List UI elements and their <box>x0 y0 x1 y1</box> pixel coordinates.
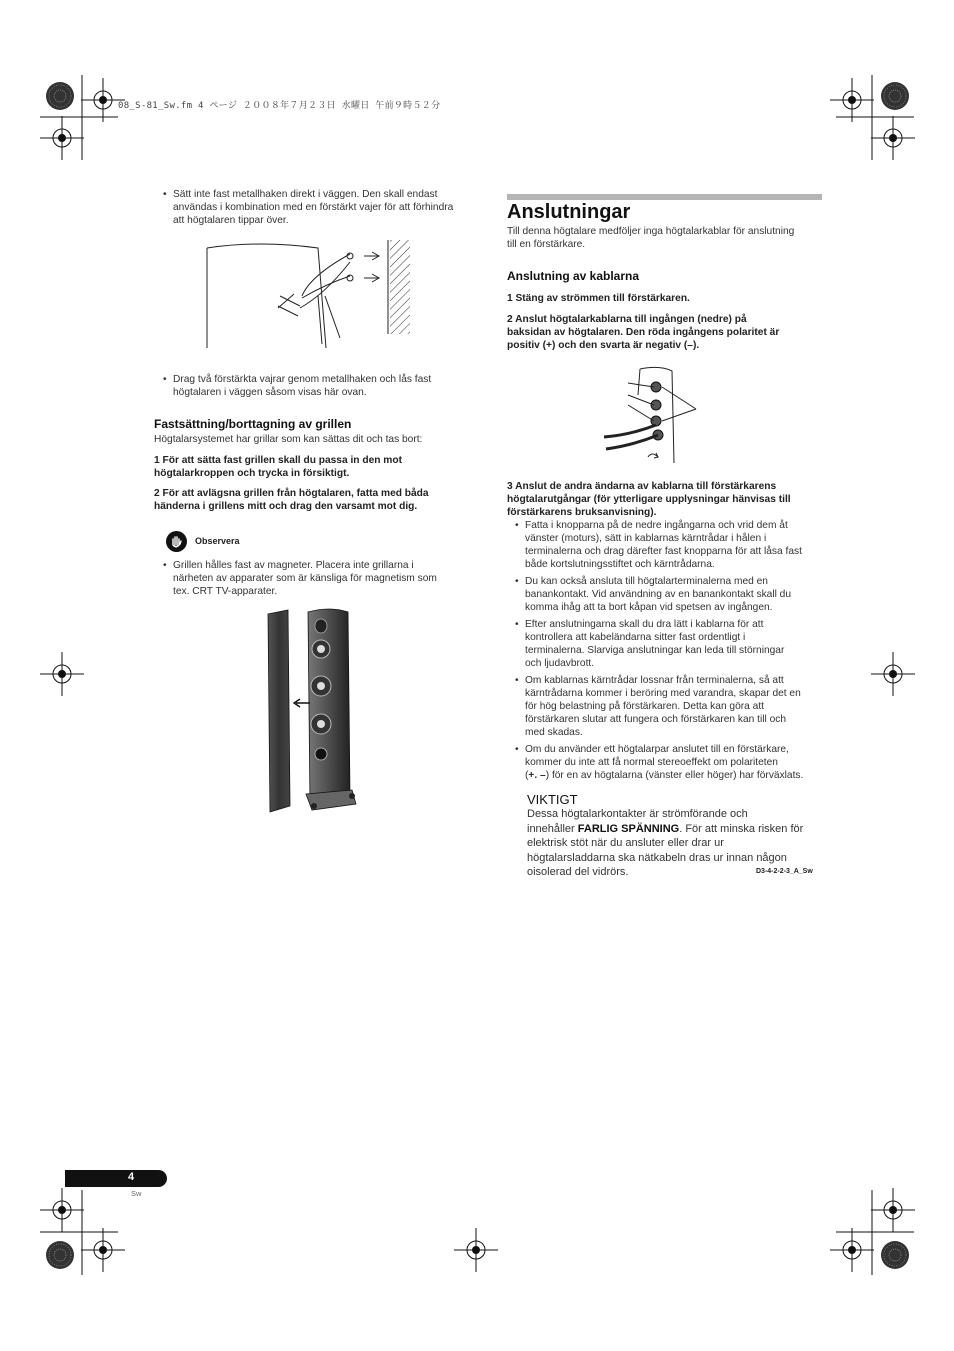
grille-intro: Högtalarsystemet har grillar som kan sättas dit och tas bort: <box>154 434 423 445</box>
page-number: 4 <box>128 1171 135 1183</box>
bullet-check-cables: • Efter anslutningarna skall du dra lätt i kablarna för att kontrollera att kabeländarna sitter fast ordentligt i terminalerna. Slarviga anslutningar kan leda till störningar och ljudavbrott. <box>525 618 825 670</box>
page-number-tab <box>65 1170 167 1187</box>
wire-fixing-diagram <box>200 236 425 352</box>
bullet-wall-hook: • Sätt inte fast metallhaken direkt i väggen. Den skall endast användas i kombination med en förstärkt vajer för att förhindra att högtalaren tippar över. <box>173 188 473 227</box>
cable-heading: Anslutning av kablarna <box>507 269 640 283</box>
section-title: Anslutningar <box>507 201 631 223</box>
important-heading: VIKTIGT <box>527 792 578 807</box>
file-info-header: 08_S-81_Sw.fm 4 ページ ２００８年７月２３日 水曜日 午前９時５２分 <box>118 101 441 111</box>
grille-heading: Fastsättning/borttagning av grillen <box>154 417 352 431</box>
bullet-banana-plug: • Du kan också ansluta till högtalarterminalerna med en banankontakt. Vid användning av en banankontakt skall du komma ihåg att ta bort kåpan vid spetsen av ingången. <box>525 575 825 614</box>
connect-step-2: 2 Anslut högtalarkablarna till ingången (nedre) på baksidan av högtalaren. Den röda ingångens polaritet är positiv (+) och den svarta är negativ (–). <box>507 314 780 351</box>
grille-step-2: 2 För att avlägsna grillen från högtalaren, fatta med båda händerna i grillens mitt och drag den varsamt mot dig. <box>154 488 429 512</box>
bullet-magnets: • Grillen hålles fast av magneter. Placera inte grillarna i närheten av apparater som är känsliga för magnetism som tex. CRT TV-apparater. <box>173 559 473 598</box>
important-warning-text: Dessa högtalarkontakter är strömförande och innehåller FARLIG SPÄNNING. För att minska risken för elektrisk stöt när du ansluter eller drar ur högtalarsladdarna ska nätkabeln dras ur innan någon oisolerad del vidrörs. <box>527 808 804 878</box>
bullet-loose-strands: • Om kablarnas kärntrådar lossnar från terminalerna, så att kärntrådarna kommer i beröring med varandra, skapar det en för hög belastning på förstärkaren. Detta kan göra att förstärkaren slutar att fungera och förstärkaren kan till och med skadas. <box>525 674 825 739</box>
grille-step-1: 1 För att sätta fast grillen skall du passa in den mot högtalarkroppen och trycka in försiktigt. <box>154 455 402 479</box>
page-language: Sw <box>131 1189 142 1198</box>
caution-icon <box>166 531 187 552</box>
connect-step-3: 3 Anslut de andra ändarna av kablarna till förstärkarens högtalarutgångar (för ytterligare upplysningar hänvisas till förstärkarens bruksanvisning). <box>507 481 791 518</box>
observe-label: Observera <box>195 536 240 546</box>
connect-step-1: 1 Stäng av strömmen till förstärkaren. <box>507 293 690 304</box>
grille-removal-illustration <box>260 606 360 814</box>
bullet-reinforced-wires: • Drag två förstärkta vajrar genom metallhaken och lås fast högtalaren i väggen såsom visas här ovan. <box>173 373 473 399</box>
terminal-connection-diagram <box>600 365 700 471</box>
document-code: D3-4-2-2-3_A_Sw <box>756 868 813 875</box>
bullet-polarity: • Om du använder ett högtalarpar anslutet till en förstärkare, kommer du inte att få normal stereoeffekt om polariteten (+. –) för en av högtalarna (vänster eller höger) har förväxlats. <box>525 743 825 782</box>
connections-intro: Till denna högtalare medföljer inga högtalarkablar för anslutning till en förstärkare. <box>507 226 795 250</box>
bullet-knobs: • Fatta i knopparna på de nedre ingångarna och vrid dem åt vänster (moturs), sätt in kablarnas kärntrådar i hålen i terminalerna och drag därefter fast knopparna för att låsa fast både kortslutningsstiftet och kärntrådarna. <box>525 519 825 571</box>
section-rule <box>507 194 822 200</box>
